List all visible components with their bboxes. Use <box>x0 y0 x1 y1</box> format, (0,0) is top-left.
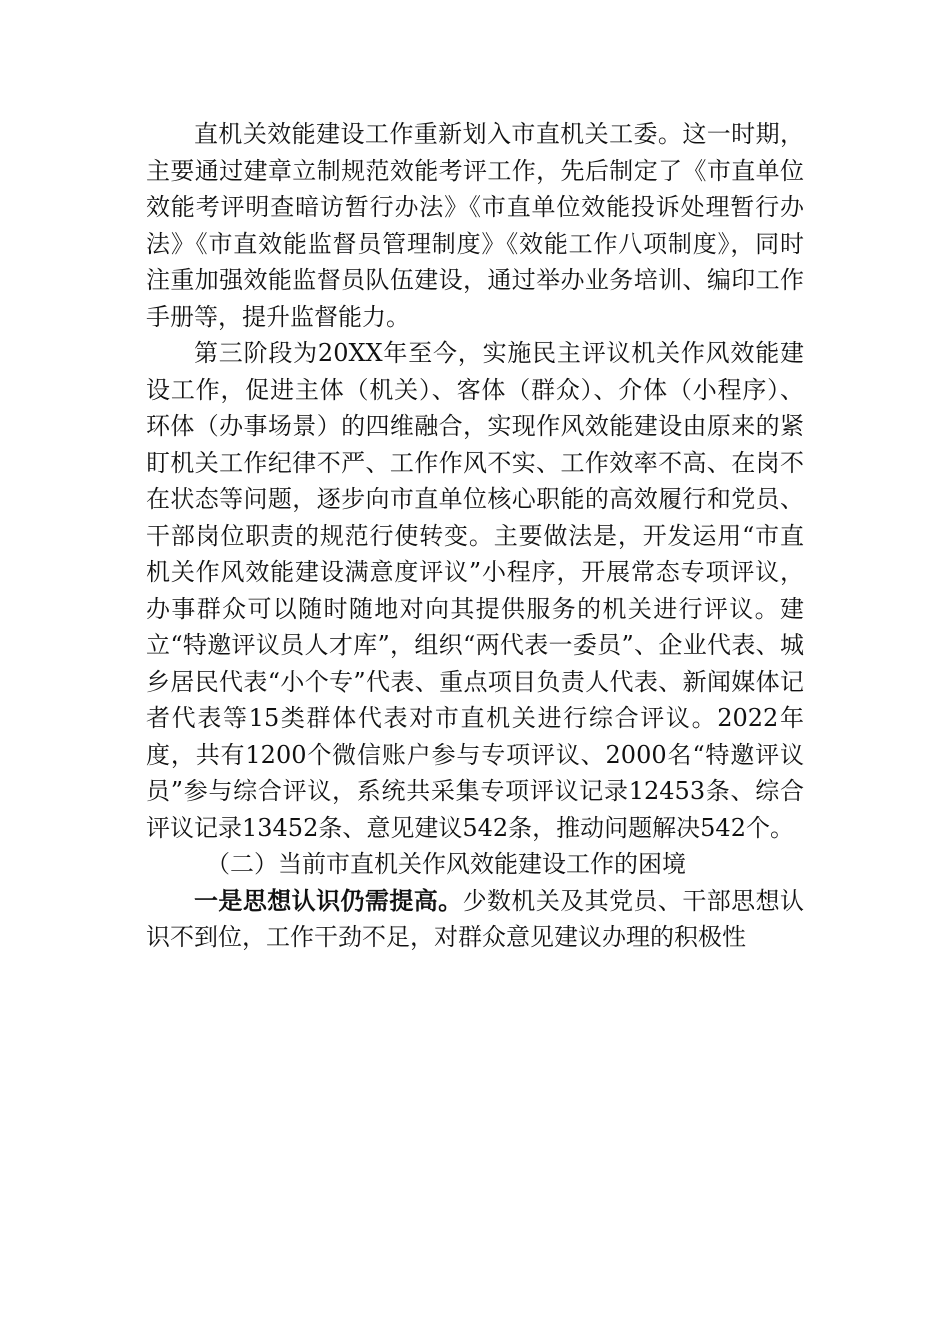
paragraph-body-text: 少数机关及其党员、干部思想认识不到位，工作干劲不足，对群众意见建议办理的积极性 <box>146 886 805 951</box>
paragraph-first-issue <box>146 883 804 956</box>
document-body <box>146 116 804 956</box>
paragraph-third-stage: 第三阶段为20XX年至今，实施民主评议机关作风效能建设工作，促进主体（机关）、客体（群众）、介体（小程序）、环体（办事场景）的四维融合，实现作风效能建设由原来的紧盯机关工作纪律不严、工作作风不实、工作效率不高、在岗不在状态等问题，逐步向市直单位核心职能的高效履行和党员、干部岗位职责的规范行使转变。主要做法是，开发运用“市直机关作风效能建设满意度评议”小程序，开展常态专项评议，办事群众可以随时随地对向其提供服务的机关进行评议。建立“特邀评议员人才库”，组织“两代表一委员”、企业代表、城乡居民代表“小个专”代表、重点项目负责人代表、新闻媒体记者代表等15类群体代表对市直机关进行综合评议。2022年度，共有1200个微信账户参与专项评议、2000名“特邀评议员”参与综合评议，系统共采集专项评议记录12453条、综合评议记录13452条、意见建议542条，推动问题解决542个。 <box>146 339 804 842</box>
paragraph-lead-sentence: 一是思想认识仍需提高。 <box>194 885 463 915</box>
section-heading-difficulties: （二）当前市直机关作风效能建设工作的困境 <box>206 850 686 878</box>
paragraph-efficiency-history: 直机关效能建设工作重新划入市直机关工委。这一时期，主要通过建章立制规范效能考评工作，先后制定了《市直单位效能考评明查暗访暂行办法》《市直单位效能投诉处理暂行办法》《市直效能监督员管理制度》《效能工作八项制度》，同时注重加强效能监督员队伍建设，通过举办业务培训、编印工作手册等，提升监督能力。 <box>146 120 804 331</box>
